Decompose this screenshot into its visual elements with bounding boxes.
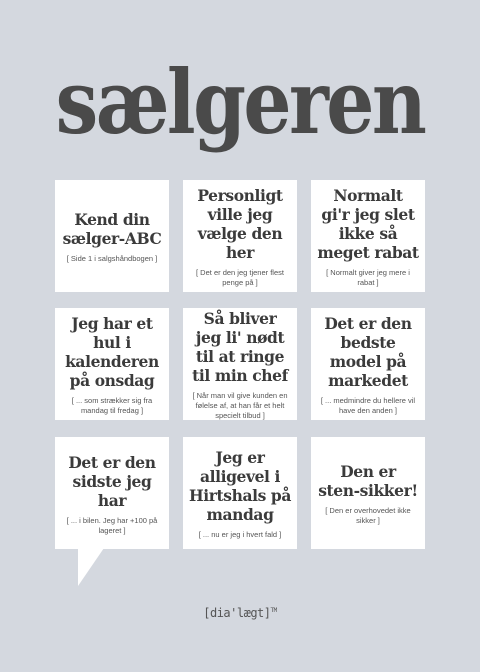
card-sub-text: [ ... nu er jeg i hvert fald ] — [198, 530, 282, 539]
card-3 — [311, 180, 425, 292]
card-main-text: Normalt gi'r jeg slet ikke så meget rabat — [317, 186, 419, 262]
card-main-text: Personligt ville jeg vælge den her — [197, 186, 283, 262]
card-main-text: Jeg er alligevel i Hirtshals på mandag — [189, 448, 291, 524]
card-sub-text: [ ... medmindre du hellere vil have den anden ] — [320, 396, 416, 415]
card-1 — [55, 180, 169, 292]
brand-logo-text: [dia'lægt] — [203, 606, 271, 620]
card-sub-text: [ Side 1 i salgshåndbogen ] — [66, 254, 158, 263]
card-sub-text: [ ... som strækker sig fra mandag til fredag ] — [71, 396, 153, 415]
card-7 — [55, 437, 169, 549]
card-8 — [183, 437, 297, 549]
card-main-text: Jeg har et hul i kalenderen på onsdag — [65, 314, 159, 390]
card-main-text: Den er sten-sikker! — [318, 462, 418, 500]
card-sub-text: [ Det er den jeg tjener flest penge på ] — [196, 268, 284, 287]
speech-bubble-tail — [78, 548, 104, 586]
brand-logo — [195, 606, 285, 620]
card-main-text: Det er den bedste model på markedet — [324, 314, 412, 390]
card-sub-text: [ Når man vil give kunden en følelse af, at han får et helt specielt tilbud ] — [192, 391, 288, 420]
card-sub-text: [ ... i bilen. Jeg har +100 på lageret ] — [66, 515, 158, 535]
card-main-text: Det er den sidste jeg har — [68, 452, 156, 510]
card-9 — [311, 437, 425, 549]
card-main-text: Kend din sælger-ABC — [62, 210, 162, 248]
card-main-text: Så bliver jeg li' nødt til at ringe til min chef — [192, 309, 288, 385]
card-6 — [311, 308, 425, 420]
card-5 — [183, 308, 297, 420]
card-4 — [55, 308, 169, 420]
poster-title: sælgeren — [55, 50, 425, 154]
card-sub-text: [ Den er overhovedet ikke sikker ] — [325, 506, 411, 525]
card-2 — [183, 180, 297, 292]
card-sub-text: [ Normalt giver jeg mere i rabat ] — [326, 268, 410, 287]
trademark-mark: TM — [270, 607, 277, 614]
